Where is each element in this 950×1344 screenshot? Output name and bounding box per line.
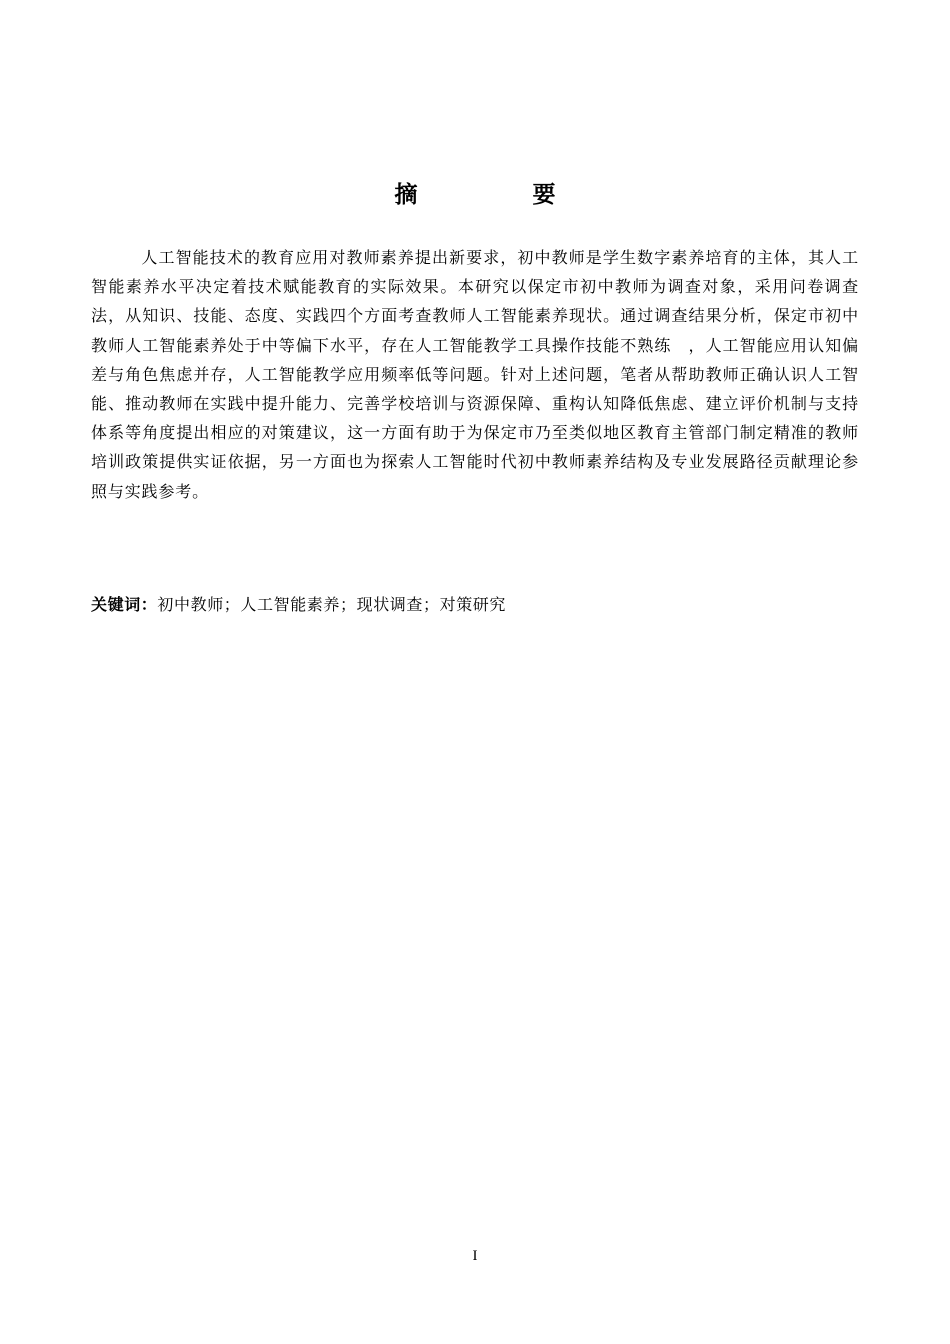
keywords-label: 关键词： <box>91 595 158 614</box>
keywords-text: 初中教师；人工智能素养；现状调查；对策研究 <box>157 595 507 614</box>
page-number: I <box>472 1248 478 1264</box>
abstract-title: 摘 要 <box>394 182 602 208</box>
abstract-paragraph: 人工智能技术的教育应用对教师素养提出新要求，初中教师是学生数字素养培育的主体，其人工智能素养水平决定着技术赋能教育的实际效果。本研究以保定市初中教师为调查对象，采用问卷调查法，从知识、技能、态度、实践四个方面考查教师人工智能素养现状。通过调查结果分析，保定市初中教师人工智能素养处于中等偏下水平，存在人工智能教学工具操作技能不熟练 ，人工智能应用认知偏差与角色焦虑并存，人工智能教学应用频率低等问题。针对上述问题，笔者从帮助教师正确认识人工智能、推动教师在实践中提升能力、完善学校培训与资源保障、重构认知降低焦虑、建立评价机制与支持体系等角度提出相应的对策建议，这一方面有助于为保定市乃至类似地区教育主管部门制定精准的教师培训政策提供实证依据，另一方面也为探索人工智能时代初中教师素养结构及专业发展路径贡献理论参照与实践参考。 <box>91 248 859 501</box>
keywords-line <box>91 592 859 618</box>
